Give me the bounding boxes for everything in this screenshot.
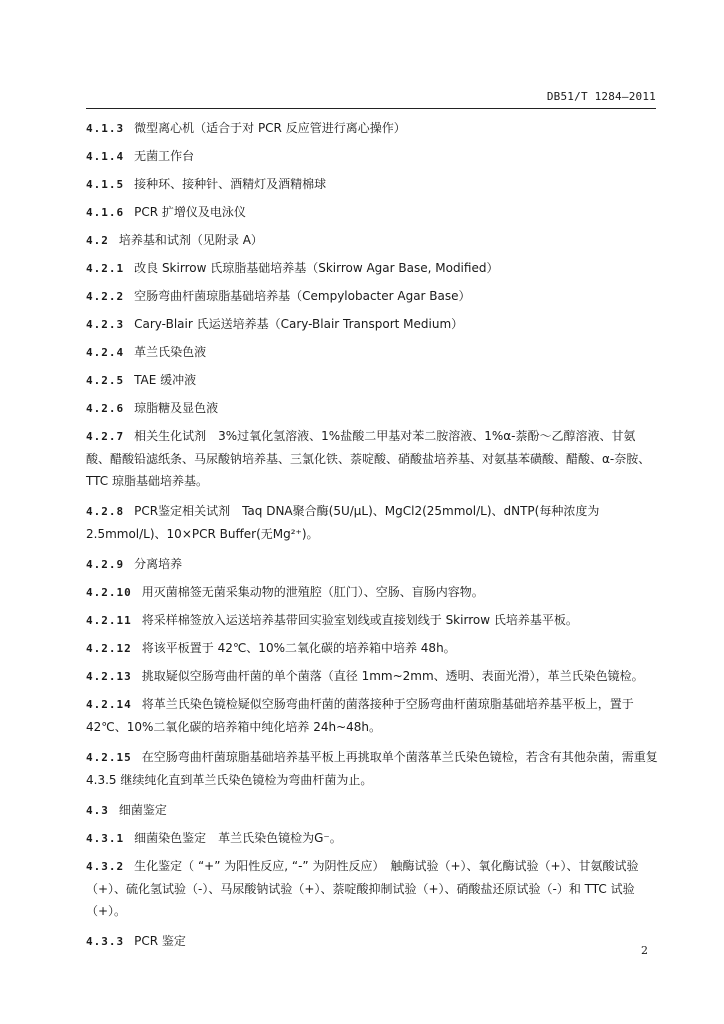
item-4-2-5: 4.2.5 TAE 缓冲液	[86, 373, 197, 387]
item-4-3-3: 4.3.3 PCR 鉴定	[86, 934, 186, 948]
item-4-2-7: 4.2.7 相关生化试剂 3%过氧化氢溶液、1%盐酸二甲基对苯二胺溶液、1%α-萘酚～乙醇溶液、甘氨酸、醋酸铅滤纸条、马尿酸钠培养基、三氯化铁、萘啶酸、硝酸盐培养基、对氨基苯磺酸、醋酸、α-奈胺、TTC 琼脂基础培养基。	[86, 429, 651, 488]
item-4-1-4: 4.1.4 无菌工作台	[86, 149, 195, 163]
item-4-2-10: 4.2.10 用灭菌棉签无菌采集动物的泄殖腔（肛门）、空肠、盲肠内容物。	[86, 585, 484, 599]
document-body	[86, 117, 658, 953]
item-4-2-11: 4.2.11 将采样棉签放入运送培养基带回实验室划线或直接划线于 Skirrow 氏培养基平板。	[86, 613, 578, 627]
item-4-2-4: 4.2.4 革兰氏染色液	[86, 345, 207, 359]
item-4-2-14: 4.2.14 将革兰氏染色镜检疑似空肠弯曲杆菌的菌落接种于空肠弯曲杆菌琼脂基础培养基平板上，置于 42℃、10%二氧化碳的培养箱中纯化培养 24h~48h。	[86, 697, 634, 734]
item-4-2-2: 4.2.2 空肠弯曲杆菌琼脂基础培养基（Cempylobacter Agar Base）	[86, 289, 471, 303]
item-4-3-2: 4.3.2 生化鉴定（ “+” 为阳性反应, “-” 为阴性反应） 触酶试验（+）、氧化酶试验（+）、甘氨酸试验（+）、硫化氢试验（-）、马尿酸钠试验（+）、萘啶酸抑制试验（+）、硝酸盐还原试验（-）和 TTC 试验（+）。	[86, 859, 639, 918]
page-number: 2	[641, 944, 648, 957]
item-4-2-9: 4.2.9 分离培养	[86, 557, 183, 571]
item-4-2-8: 4.2.8 PCR鉴定相关试剂 Taq DNA聚合酶(5U/μL)、MgCl2(25mmol/L)、dNTP(每种浓度为 2.5mmol/L)、10×PCR Buffer(无Mg²⁺)。	[86, 504, 600, 541]
item-4-1-5: 4.1.5 接种环、接种针、酒精灯及酒精棉球	[86, 177, 327, 191]
item-4-2-13: 4.2.13 挑取疑似空肠弯曲杆菌的单个菌落（直径 1mm~2mm、透明、表面光滑），革兰氏染色镜检。	[86, 669, 644, 683]
item-4-2-1: 4.2.1 改良 Skirrow 氏琼脂基础培养基（Skirrow Agar Base, Modified）	[86, 261, 499, 275]
section-4-3: 4.3 细菌鉴定	[86, 803, 167, 817]
item-4-2-6: 4.2.6 琼脂糖及显色液	[86, 401, 219, 415]
item-4-2-15: 4.2.15 在空肠弯曲杆菌琼脂基础培养基平板上再挑取单个菌落革兰氏染色镜检，若含有其他杂菌，需重复 4.3.5 继续纯化直到革兰氏染色镜检为弯曲杆菌为止。	[86, 750, 658, 787]
header-rule	[86, 108, 656, 109]
item-4-2-3: 4.2.3 Cary-Blair 氏运送培养基（Cary-Blair Transport Medium）	[86, 317, 464, 331]
item-4-2-12: 4.2.12 将该平板置于 42℃、10%二氧化碳的培养箱中培养 48h。	[86, 641, 456, 655]
section-4-2: 4.2 培养基和试剂（见附录 A）	[86, 233, 263, 247]
standard-code: DB51/T 1284—2011	[546, 90, 656, 103]
item-4-1-3: 4.1.3 微型离心机（适合于对 PCR 反应管进行离心操作）	[86, 121, 406, 135]
item-4-3-1: 4.3.1 细菌染色鉴定 革兰氏染色镜检为G⁻。	[86, 831, 342, 845]
item-4-1-6: 4.1.6 PCR 扩增仪及电泳仪	[86, 205, 246, 219]
